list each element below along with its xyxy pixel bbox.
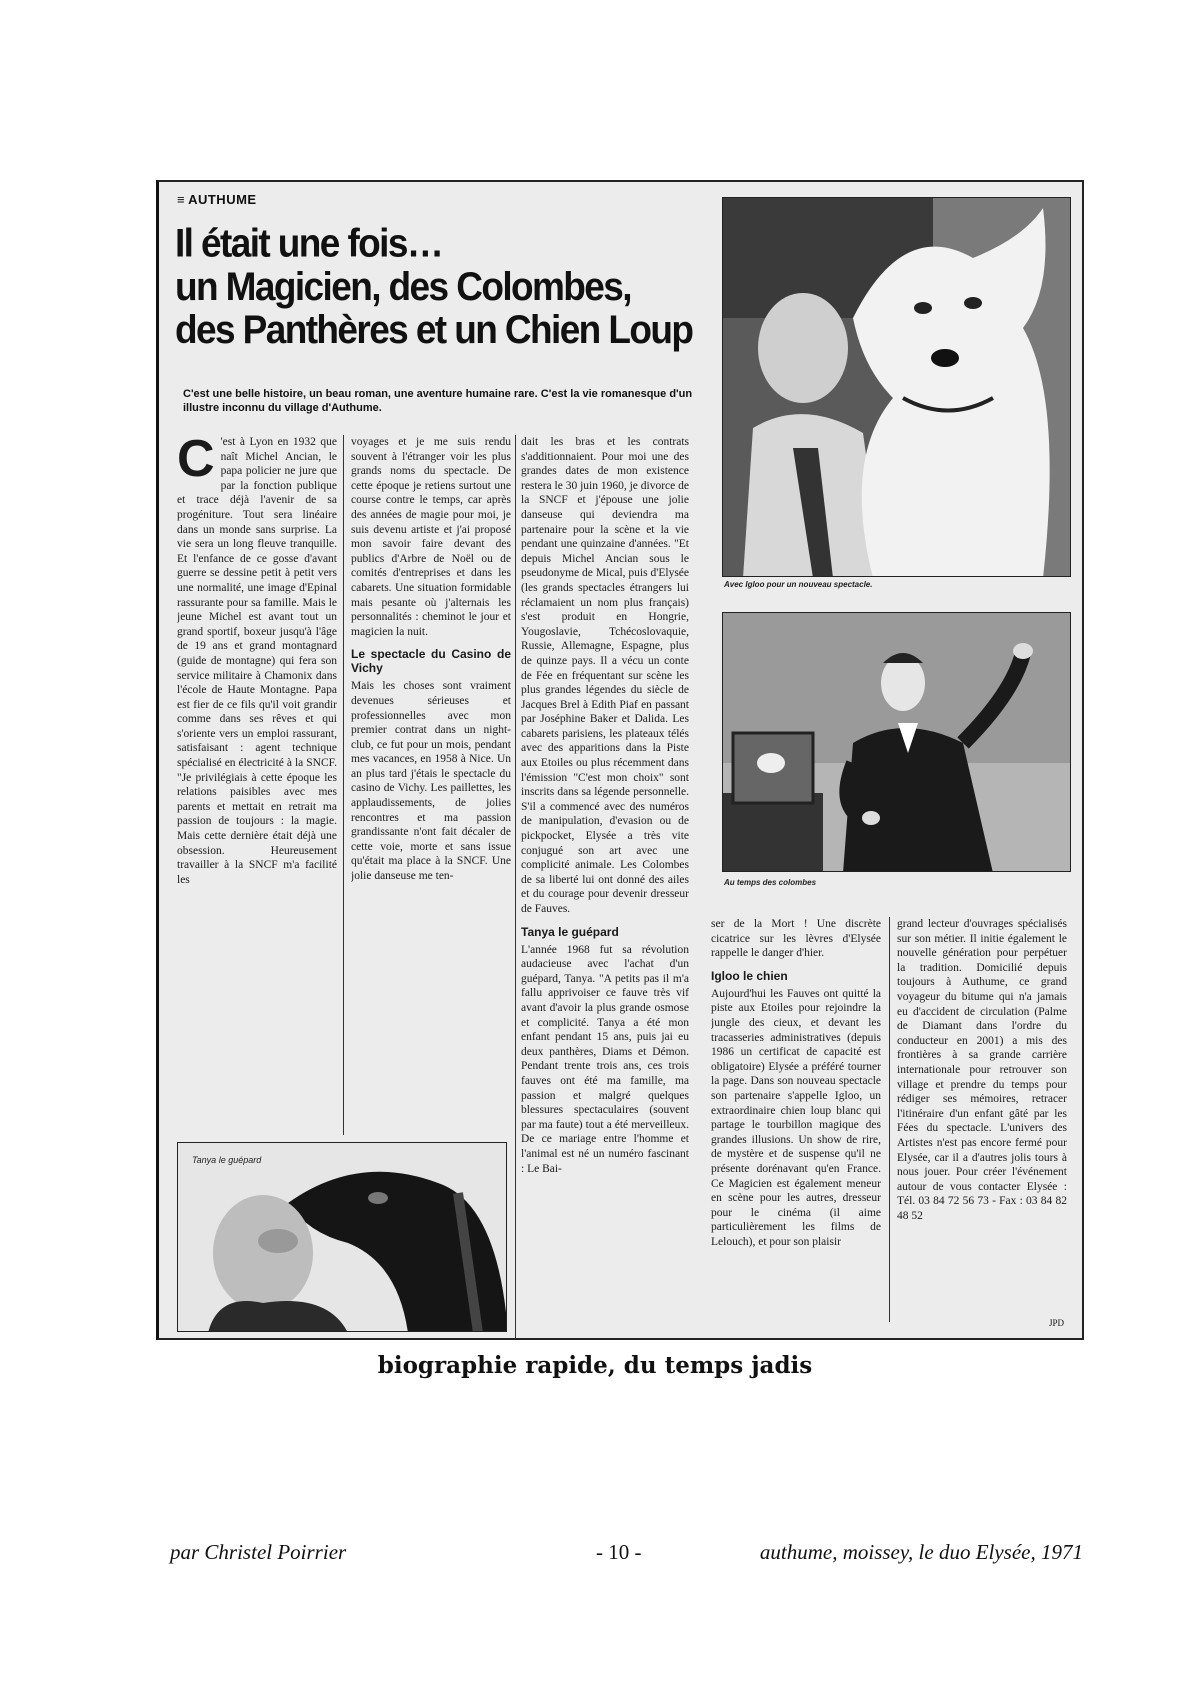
- column-4-text-a: ser de la Mort ! Une discrète cicatrice sur les lèvres d'Elysée rappelle le danger d'hier.: [711, 918, 881, 960]
- headline-line-3: des Panthères et un Chien Loup: [175, 307, 693, 352]
- column-divider: [889, 917, 890, 1322]
- headline: [175, 222, 715, 352]
- column-2-text-b: Mais les choses sont vraiment devenues sérieuses et professionnelles avec mon premier contrat dans un night-club, ce fut pour un mois, pendant mes vacances, en 1958 à Nice. Un an plus tard j'étais le spectacle du casino de Vichy. Les paillettes, les applaudissements, de jolies rencontres et ma passion grandissante n'ont fait décaler de cette voie, morte et sans issue qu'était ma place à la SNCF. Une jolie danseuse me ten-: [351, 680, 511, 883]
- column-3-text-b: L'année 1968 fut sa révolution audacieuse avec l'achat d'un guépard, Tanya. "A petits pas il m'a fallu apprivoiser ce fauve très vif avant d'avoir la plus grande osmose et complicité. Tanya a été mon enfant pendant 15 ans, puis jai eu deux panthères, Diams et Démon. Pendant trente trois ans, ces trois fauves ont été ma famille, ma passion et malgré quelques blessures spectaculaires (souvent par ma faute) tout a été merveilleux. De ce mariage entre l'homme et l'animal est né un numéro fascinant : Le Bai-: [521, 943, 689, 1175]
- photo-magician-with-panther: [177, 1142, 507, 1332]
- article-column-5: [897, 917, 1067, 1322]
- photo-magician-with-wolf-dog: [722, 197, 1071, 577]
- panther-photo-illustration: [178, 1143, 507, 1332]
- column-1-text: 'est à Lyon en 1932 que naît Michel Ancian, le papa policier ne jure que par la fonction publique et trace déjà l'avenir de sa progéniture. Tout sera linéaire dans un monde sans surprise. La vie sera un long fleuve tranquille. Et l'enfance de ce gosse d'avant guerre se dessine petit à petit vers une normalité, une image d'Epinal rassurante pour sa famille. Mais le jeune Michel est avant tout un grand sportif, boxeur jusqu'à l'âge de 19 ans et grand montagnard (guide de montagne) qui fera son service militaire à Chamonix dans l'école de Haute Montagne. Papa est fier de ce fils qu'il voit grandir comme dans ses rêves et qui s'oriente vers un emploi rassurant, satisfaisant : agent technique spécialisé en électricité à la SNCF. "Je privilégiais à cette époque les relations paisibles avec mes parents et mettait en retrait ma passion de toujours : la magie. Mais cette dernière était déjà une obsession. Heureusement travailler à la SNCF m'a facilité les: [177, 436, 337, 886]
- photo-magician-with-doves: [722, 612, 1071, 872]
- column-divider: [343, 435, 344, 1135]
- column-2-text-a: voyages et je me suis rendu souvent à l'étranger voir les plus grands noms du spectacle. De cette époque je retiens surtout une course contre le temps, car après des années de magie pour moi, je suis devenu artiste et j'ai proposé mon savoir faire devant des publics d'Arbre de Noël ou de comités d'entreprises et dans les cabarets. Une situation formidable mais pesante où j'alternais les personnalités : cheminot le jour et magicien la nuit.: [351, 436, 511, 638]
- article-column-4: [711, 917, 881, 1322]
- footer-page-number: - 10 -: [596, 1540, 642, 1564]
- subhead-casino-vichy: Le spectacle du Casino de Vichy: [351, 647, 511, 676]
- footer-title: authume, moissey, le duo Elysée, 1971: [759, 1540, 1083, 1564]
- column-divider: [515, 435, 516, 1340]
- subhead-igloo: Igloo le chien: [711, 968, 788, 983]
- column-3-text-a: dait les bras et les contrats s'additionnaient. Pour moi une des grandes dates de mon existence restera le 30 juin 1960, je divorce de la SNCF et j'épouse une jolie danseuse qui deviendra ma partenaire pour la scène et la vie pendant une quinzaine d'années. "Et depuis Michel Ancian sous le pseudonyme de Mical, puis d'Elysée (les grands spectacles étrangers lui réclamaient un nom plus français) s'est produit en Hongrie, Yougoslavie, Tchécoslovaquie, Russie, Allemagne, Espagne, plus de quinze pays. Il a vécu un conte de Fée en fréquentant sur scène les plus grandes légendes du siècle de Jacques Brel à Edith Piaf en passant par Joséphine Baker et Dalida. Les cabarets parisiens, les plateaux télés avec des apparitions dans la Piste aux Etoiles ou plus récemment dans l'émission "C'est mon choix" sont inscrits dans sa légende personnelle. S'il a commencé avec des numéros de manipulation, d'evasion ou de pickpocket, Elysée a très vite conjugué son art avec une complicité animale. Les Colombes de sa liberté lui ont donné des ailes et du courage pour devenir dresseur de Fauves.: [521, 436, 689, 915]
- author-signature: JPD: [1048, 1318, 1064, 1328]
- footer-author: par Christel Poirrier: [170, 1540, 347, 1564]
- page-caption: biographie rapide, du temps jadis: [377, 1352, 813, 1379]
- doves-photo-illustration: [723, 613, 1071, 872]
- subhead-tanya: Tanya le guépard: [521, 924, 619, 939]
- caption-doves: Au temps des colombes: [724, 878, 817, 887]
- caption-wolf: Avec Igloo pour un nouveau spectacle.: [724, 580, 873, 589]
- article-column-1: [177, 435, 337, 1127]
- wolf-photo-illustration: [723, 198, 1071, 577]
- column-5-text: grand lecteur d'ouvrages spécialisés sur son métier. Il initie également le nouvelle génération pour perpétuer la tradition. Domicilié depuis toujours à Authume, ce grand voyageur du bitume qui n'a jamais eu d'accident de circulation (Palme de Diamant dans l'ordre du conducteur en 2001) a mis des frontières à sa grande carrière internationale pour retrouver son village et prendre du temps pour rédiger ses mémoires, retracer l'itinéraire d'un enfant gâté par les Fées du spectacle. L'univers des Artistes n'est pas encore fermé pour Elysée, car il a d'autres jolis tours à nous jouer. Pour créer l'événement autour de vous contacter Elysée : Tél. 03 84 72 56 73 - Fax : 03 84 82 48 52: [897, 918, 1067, 1222]
- page-footer: [0, 1540, 1190, 1570]
- intro-text: C'est une belle histoire, un beau roman, une aventure humaine rare. C'est la vie romanesque d'un illustre inconnu du village d'Authume.: [183, 388, 693, 414]
- headline-line-2: un Magicien, des Colombes,: [175, 264, 631, 309]
- article-column-2: [351, 435, 511, 1143]
- headline-line-1: Il était une fois…: [175, 220, 443, 266]
- article-column-3: [521, 435, 689, 1340]
- caption-cheetah: Tanya le guépard: [192, 1155, 262, 1165]
- section-tag: ≡ AUTHUME: [177, 192, 257, 207]
- newspaper-clipping: [156, 180, 1084, 1340]
- column-4-text-b: Aujourd'hui les Fauves ont quitté la piste aux Etoiles pour rejoindre la jungle des cieux, et devant les tracasseries administratives (depuis 1986 un certificat de capacité est obligatoire) Elysée a préféré tourner la page. Dans son nouveau spectacle son partenaire s'appelle Igloo, un extraordinaire chien loup blanc qui partage le tourbillon magique des grandes illusions. Un show de rire, de mystère et de suspense qu'il ne présente dorénavant qu'en France. Ce Magicien est également meneur en scène pour les autres, dresseur pour le cinéma (il aime particulièrement les films de Lelouch), et pour son plaisir: [711, 987, 881, 1248]
- drop-cap: C: [177, 435, 215, 488]
